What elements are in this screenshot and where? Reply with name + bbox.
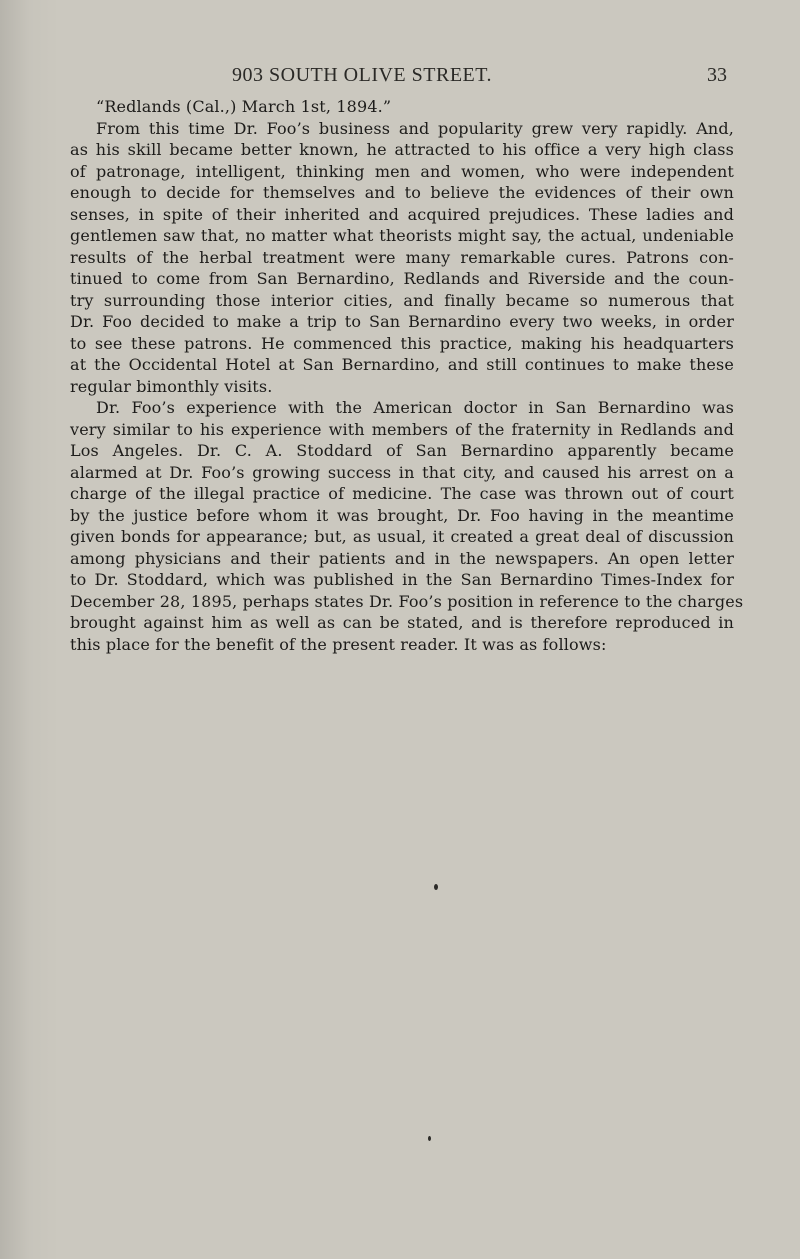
text-line: From this time Dr. Foo’s business and popularity grew very rapidly. And, xyxy=(96,118,734,138)
running-title: 903 SOUTH OLIVE STREET. xyxy=(232,64,492,86)
ink-speck xyxy=(428,1136,431,1141)
text-line: “Redlands (Cal.,) March 1st, 1894.” xyxy=(96,97,392,116)
body-text xyxy=(70,96,744,655)
text-line: Los Angeles. Dr. C. A. Stoddard of San Bernardino apparently became xyxy=(70,441,734,460)
text-line: brought against him as well as can be stated, and is therefore reproduced in xyxy=(70,613,734,632)
text-line: to Dr. Stoddard, which was published in the San Bernardino Times-Index for xyxy=(70,570,734,589)
text-line: given bonds for appearance; but, as usual, it created a great deal of discussion xyxy=(70,527,734,546)
text-line: Dr. Foo’s experience with the American doctor in San Bernardino was xyxy=(96,398,734,417)
ink-speck xyxy=(434,884,438,890)
text-line: at the Occidental Hotel at San Bernardino, and still continues to make these xyxy=(70,355,734,374)
text-line: gentlemen saw that, no matter what theorists might say, the actual, undeniable xyxy=(70,226,734,245)
text-line: by the justice before whom it was brought, Dr. Foo having in the meantime xyxy=(70,505,734,525)
text-line: charge of the illegal practice of medicine. The case was thrown out of court xyxy=(70,484,734,503)
text-line: senses, in spite of their inherited and acquired prejudices. These ladies and xyxy=(70,204,734,224)
page-number: 33 xyxy=(707,64,727,86)
text-line: to see these patrons. He commenced this practice, making his headquarters xyxy=(70,333,734,353)
text-line: of patronage, intelligent, thinking men and women, who were independent xyxy=(70,161,734,181)
text-line: alarmed at Dr. Foo’s growing success in that city, and caused his arrest on a xyxy=(70,462,734,482)
text-line: this place for the benefit of the present reader. It was as follows: xyxy=(70,634,607,654)
running-head xyxy=(0,64,800,90)
text-line: among physicians and their patients and in the newspapers. An open letter xyxy=(70,548,734,568)
text-line: enough to decide for themselves and to believe the evidences of their own xyxy=(70,183,734,202)
text-line: results of the herbal treatment were many remarkable cures. Patrons con- xyxy=(70,247,734,267)
text-line: tinued to come from San Bernardino, Redlands and Riverside and the coun- xyxy=(70,269,734,288)
text-line: as his skill became better known, he attracted to his office a very high class xyxy=(70,140,734,159)
text-line: regular bimonthly visits. xyxy=(70,376,273,396)
text-line: try surrounding those interior cities, and finally became so numerous that xyxy=(70,290,734,310)
text-line: December 28, 1895, perhaps states Dr. Foo’s position in reference to the charges xyxy=(70,591,744,611)
text-line: Dr. Foo decided to make a trip to San Bernardino every two weeks, in order xyxy=(70,312,734,331)
text-line: very similar to his experience with members of the fraternity in Redlands and xyxy=(70,419,734,439)
